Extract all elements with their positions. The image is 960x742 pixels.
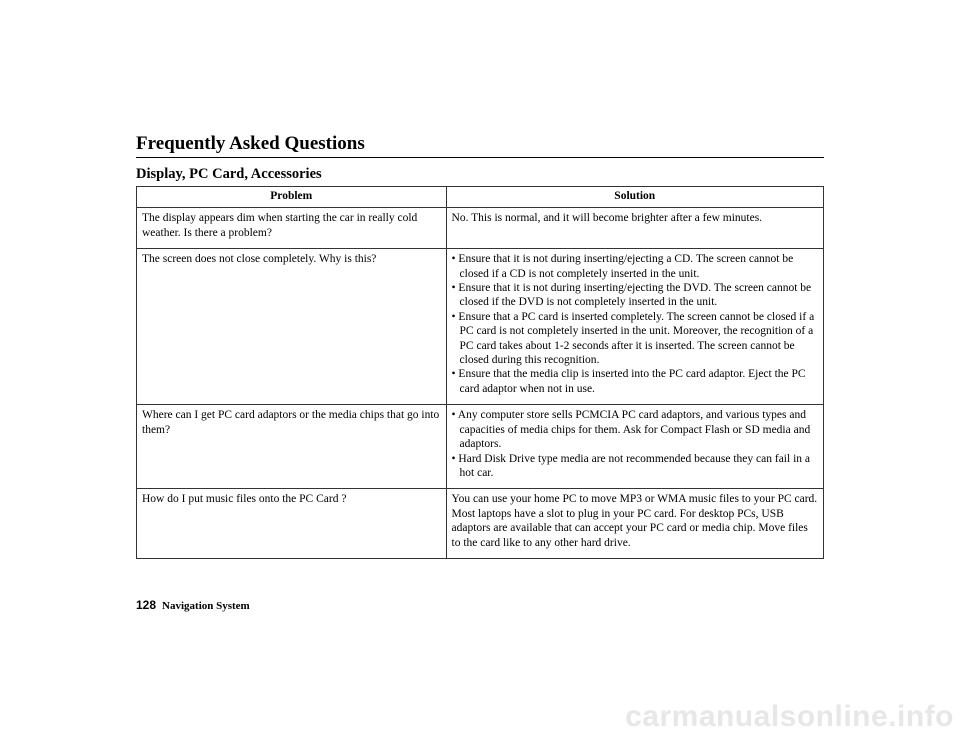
- solution-cell: [446, 489, 823, 559]
- solution-bullet: • Ensure that a PC card is inserted completely. The screen cannot be closed if a PC card is not completely inserted in the unit. Moreover, the recognition of a PC card takes about 1-2 seconds after it is inserted. The screen cannot be closed during this recognition.: [451, 310, 815, 367]
- solution-bullet: • Ensure that it is not during inserting/ejecting a CD. The screen cannot be closed if a CD is not completely inserted in the unit.: [451, 253, 794, 280]
- solution-cell: [446, 405, 823, 489]
- table-header-row: [137, 187, 824, 208]
- faq-table: [136, 186, 824, 559]
- problem-cell: Where can I get PC card adaptors or the media chips that go into them?: [137, 405, 447, 489]
- page-title: Frequently Asked Questions: [136, 133, 365, 154]
- solution-bullet: • Ensure that it is not during inserting/ejecting the DVD. The screen cannot be closed if the DVD is not completely inserted in the unit.: [451, 282, 812, 309]
- solution-bullet: • Any computer store sells PCMCIA PC card adaptors, and various types and capacities of media chips for them. Ask for Compact Flash or SD media and adaptors.: [451, 409, 811, 451]
- page-footer: [136, 598, 250, 613]
- problem-cell: The display appears dim when starting the car in really cold weather. Is there a problem?: [137, 208, 447, 249]
- solution-bullet: • Hard Disk Drive type media are not recommended because they can fail in a hot car.: [451, 452, 810, 479]
- problem-cell: The screen does not close completely. Why is this?: [137, 249, 447, 405]
- column-header-solution: Solution: [446, 187, 823, 208]
- table-row: [137, 405, 824, 489]
- table-row: [137, 208, 824, 249]
- solution-text: You can use your home PC to move MP3 or WMA music files to your PC card. Most laptops have a slot to plug in your PC card. For desktop PCs, USB adaptors are available that can accept your PC card or media chip. Move files to the card like to any other hard drive.: [451, 493, 818, 549]
- table-row: [137, 249, 824, 405]
- solution-cell: [446, 208, 823, 249]
- section-title: Display, PC Card, Accessories: [136, 166, 322, 182]
- title-divider: [136, 157, 824, 158]
- solution-bullet: • Ensure that the media clip is inserted into the PC card adaptor. Eject the PC card adaptor when not in use.: [451, 368, 806, 395]
- watermark: carmanualsonline.info: [625, 700, 954, 733]
- solution-text: No. This is normal, and it will become brighter after a few minutes.: [451, 212, 763, 225]
- problem-cell: How do I put music files onto the PC Card ?: [137, 489, 447, 559]
- table-row: [137, 489, 824, 559]
- page-number: 128: [136, 598, 157, 612]
- column-header-problem: Problem: [137, 187, 447, 208]
- solution-cell: [446, 249, 823, 405]
- footer-label: Navigation System: [162, 600, 250, 612]
